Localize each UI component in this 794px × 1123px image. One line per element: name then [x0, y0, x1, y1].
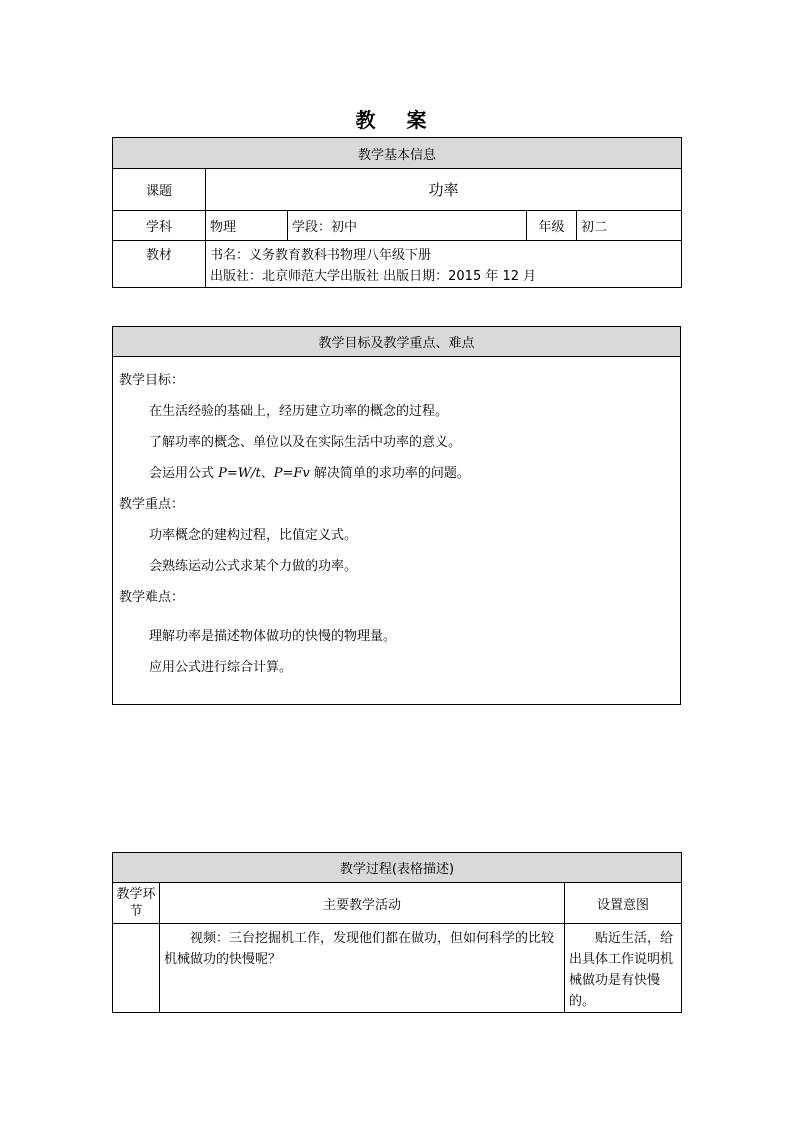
goal-item: 会运用公式 P=W/t、P=Fv 解决简单的求功率的问题。 — [149, 466, 470, 481]
key-item: 功率概念的建构过程，比值定义式。 — [149, 528, 358, 543]
basic-info-table — [112, 137, 682, 288]
subject-label: 学科 — [113, 211, 206, 241]
objectives-header: 教学目标及教学重点、难点 — [113, 327, 681, 357]
difficulty-item: 应用公式进行综合计算。 — [149, 660, 293, 675]
formula-power-work: P=W/t — [218, 466, 261, 481]
row-activity-cell: 视频：三台挖掘机工作，发现他们都在做功，但如何科学的比较机械做功的快慢呢？ — [160, 924, 565, 1013]
key-item: 会熟练运动公式求某个力做的功率。 — [149, 559, 358, 574]
goals-label: 教学目标： — [119, 373, 185, 388]
topic-value: 功率 — [206, 169, 682, 211]
goal-item: 在生活经验的基础上，经历建立功率的概念的过程。 — [149, 404, 449, 419]
document-title: 教 案 — [355, 108, 439, 132]
topic-label: 课题 — [113, 169, 206, 211]
material-label: 教材 — [113, 241, 206, 288]
subject-value: 物理 — [206, 211, 288, 241]
process-header: 教学过程(表格描述) — [113, 853, 682, 883]
difficulty-item: 理解功率是描述物体做功的快慢的物理量。 — [149, 629, 397, 644]
col-intent-header: 设置意图 — [565, 883, 682, 924]
objectives-body — [113, 357, 681, 705]
row-stage-cell — [113, 924, 160, 1013]
objectives-table — [112, 326, 681, 705]
material-info — [206, 241, 682, 288]
process-table — [112, 852, 682, 1013]
material-line-1: 书名：义务教育教科书物理八年级下册 — [210, 248, 432, 263]
key-label: 教学重点： — [119, 497, 185, 512]
difficulty-label: 教学难点： — [119, 590, 185, 605]
grade-value: 初二 — [577, 211, 682, 241]
stage-value: 学段：初中 — [288, 211, 527, 241]
formula-power-force: P=Fv — [273, 466, 310, 481]
goal-item: 了解功率的概念、单位以及在实际生活中功率的意义。 — [149, 435, 462, 450]
col-stage-header: 教学环节 — [113, 883, 160, 924]
basic-info-header: 教学基本信息 — [113, 138, 682, 169]
col-activity-header: 主要教学活动 — [160, 883, 565, 924]
row-intent-cell: 贴近生活，给出具体工作说明机械做功是有快慢的。 — [565, 924, 682, 1013]
material-line-2: 出版社：北京师范大学出版社 出版日期：2015 年 12 月 — [210, 269, 537, 284]
grade-label: 年级 — [527, 211, 577, 241]
